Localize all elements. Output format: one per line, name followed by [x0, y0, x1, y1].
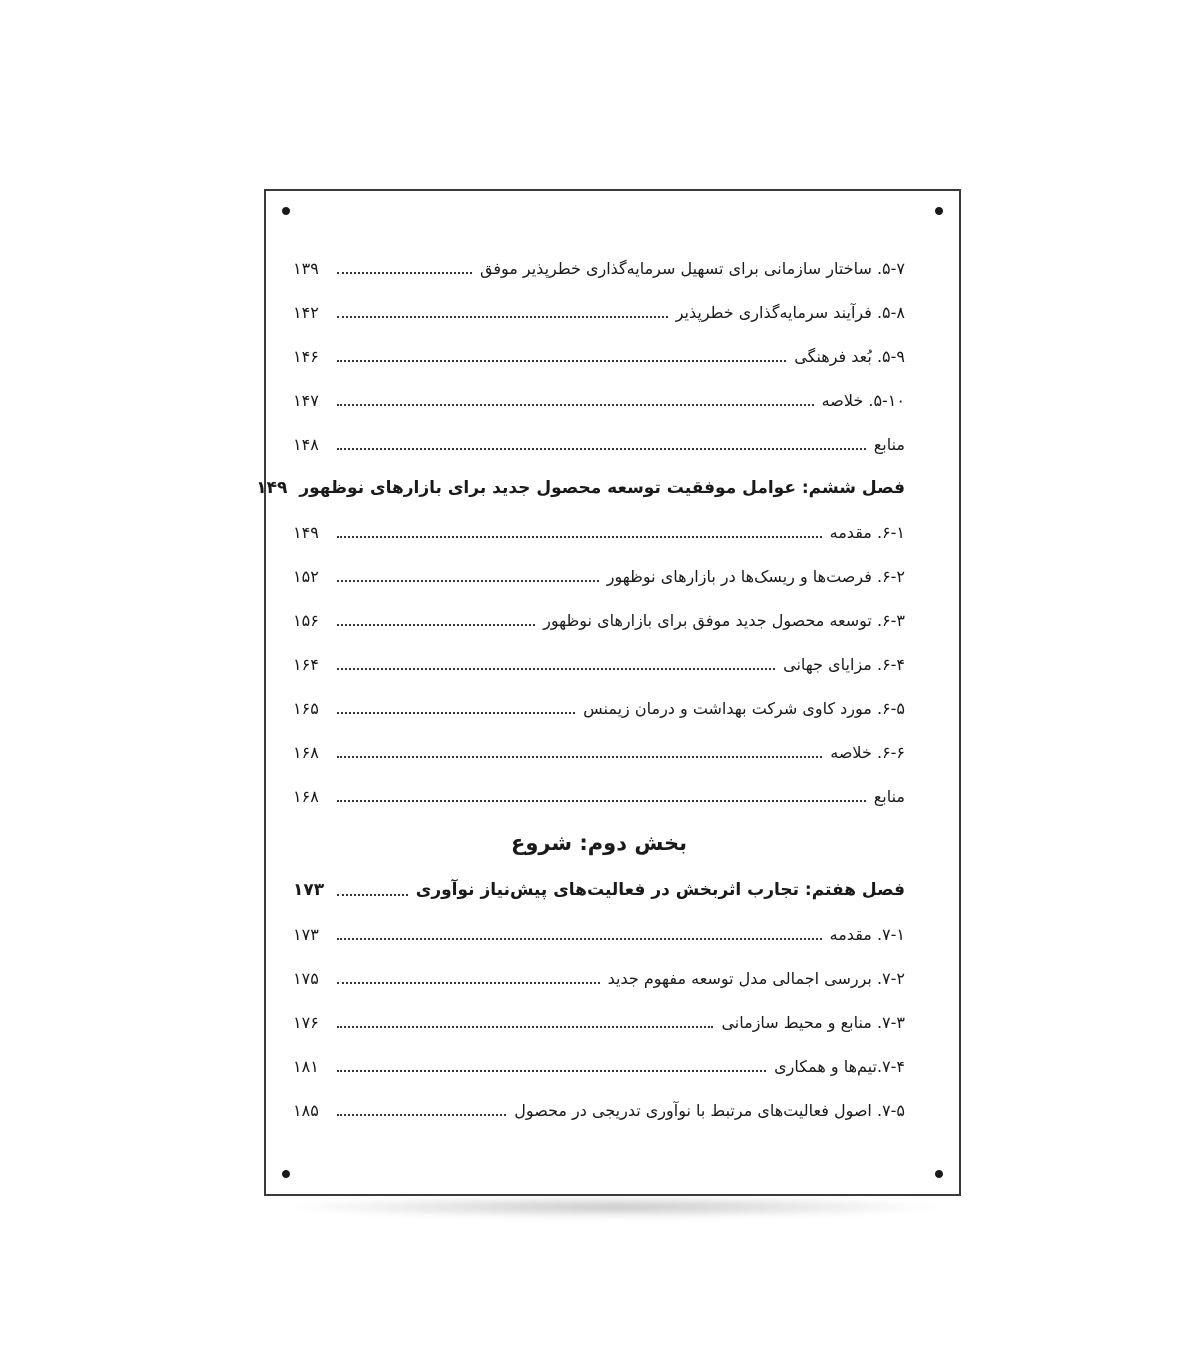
dot-leader — [337, 404, 814, 406]
toc-entry-title: ۵-۷. ساختار سازمانی برای تسهیل سرمایه‌گذاری خطرپذیر موفق — [479, 258, 905, 278]
dot-leader — [337, 982, 600, 984]
toc-entry — [293, 290, 905, 334]
toc-entry — [293, 774, 905, 818]
toc-entry-title: ۶-۳. توسعه محصول جدید موفق برای بازارهای نوظهور — [543, 610, 905, 630]
toc-entry-page: ۱۴۶ — [293, 346, 319, 366]
toc-entry-title: ۶-۴. مزایای جهانی — [783, 654, 905, 674]
toc-entry — [293, 554, 905, 598]
toc-entry — [293, 1000, 905, 1044]
toc-entry — [293, 1044, 905, 1088]
toc-chapter-page: ۱۷۳ — [293, 880, 325, 900]
dot-leader — [337, 272, 472, 274]
dot-leader — [337, 938, 822, 940]
toc-chapter-title: فصل هفتم: تجارب اثربخش در فعالیت‌های پیش‌نیاز نوآوری — [415, 880, 905, 900]
toc-entry — [293, 912, 905, 956]
dot-leader — [337, 1070, 766, 1072]
page-shadow — [290, 1196, 940, 1218]
toc-entry-page: ۱۴۹ — [293, 522, 319, 542]
toc-entry — [293, 956, 905, 1000]
toc-entry-title: منابع — [873, 434, 905, 454]
dot-leader — [337, 316, 668, 318]
dot-leader — [337, 448, 866, 450]
dot-leader — [337, 360, 786, 362]
toc-entry-page: ۱۶۸ — [293, 742, 319, 762]
toc-entry — [293, 378, 905, 422]
toc-entry-title: ۵-۱۰. خلاصه — [821, 390, 905, 410]
toc-entry-title: ۷-۱. مقدمه — [829, 924, 905, 944]
dot-leader — [337, 668, 775, 670]
toc-chapter — [293, 868, 905, 912]
toc-entry-title: ۶-۵. مورد کاوی شرکت بهداشت و درمان زیمنس — [583, 698, 905, 718]
toc-entry-page: ۱۴۸ — [293, 434, 319, 454]
corner-dot — [282, 1170, 290, 1178]
dot-leader — [337, 1114, 506, 1116]
toc-chapter-title: فصل ششم: عوامل موفقیت توسعه محصول جدید برای بازارهای نوظهور — [299, 478, 905, 498]
toc-entry — [293, 510, 905, 554]
dot-leader — [337, 580, 599, 582]
toc-entry — [293, 1088, 905, 1132]
toc-entry-page: ۱۸۱ — [293, 1056, 319, 1076]
corner-dot — [935, 1170, 943, 1178]
toc-chapter-page: ۱۴۹ — [256, 478, 288, 498]
toc-chapter — [256, 466, 905, 510]
toc-entry-page: ۱۴۷ — [293, 390, 319, 410]
toc-entry-page: ۱۷۶ — [293, 1012, 319, 1032]
toc-entry — [293, 730, 905, 774]
toc-entry-page: ۱۵۲ — [293, 566, 319, 586]
toc-entry — [293, 422, 905, 466]
toc-entry-title: منابع — [873, 786, 905, 806]
toc-entry-title: ۶-۱. مقدمه — [829, 522, 905, 542]
toc-entry-title: ۷-۲. بررسی اجمالی مدل توسعه مفهوم جدید — [607, 968, 905, 988]
dot-leader — [337, 536, 822, 538]
dot-leader — [337, 712, 575, 714]
dot-leader — [337, 624, 535, 626]
toc-entry — [293, 642, 905, 686]
toc-entry-page: ۱۶۸ — [293, 786, 319, 806]
toc-entry-page: ۱۵۶ — [293, 610, 319, 630]
toc-entry-title: ۷-۴.تیم‌ها و همکاری — [774, 1056, 905, 1076]
part-heading: بخش دوم: شروع — [510, 831, 688, 855]
dot-leader — [337, 1026, 713, 1028]
dot-leader — [337, 756, 822, 758]
toc-entry — [293, 686, 905, 730]
toc-entry-title: ۶-۲. فرصت‌ها و ریسک‌ها در بازارهای نوظهور — [606, 566, 905, 586]
toc-entry-page: ۱۶۵ — [293, 698, 319, 718]
dot-leader — [337, 800, 866, 802]
toc-entry-page: ۱۴۲ — [293, 302, 319, 322]
table-of-contents — [256, 246, 905, 1132]
toc-entry-page: ۱۳۹ — [293, 258, 319, 278]
toc-entry-title: ۶-۶. خلاصه — [830, 742, 905, 762]
toc-entry-page: ۱۶۴ — [293, 654, 319, 674]
toc-entry-title: ۷-۵. اصول فعالیت‌های مرتبط با نوآوری تدریجی در محصول — [514, 1100, 905, 1120]
toc-entry-page: ۱۷۵ — [293, 968, 319, 988]
toc-entry-page: ۱۸۵ — [293, 1100, 319, 1120]
corner-dot — [282, 207, 290, 215]
toc-entry-title: ۷-۳. منابع و محیط سازمانی — [721, 1012, 905, 1032]
toc-entry-title: ۵-۹. بُعد فرهنگی — [794, 346, 905, 366]
toc-entry — [293, 246, 905, 290]
toc-entry-page: ۱۷۳ — [293, 924, 319, 944]
toc-entry-title: ۵-۸. فرآیند سرمایه‌گذاری خطرپذیر — [675, 302, 905, 322]
dot-leader — [337, 894, 408, 896]
toc-entry — [293, 334, 905, 378]
corner-dot — [935, 207, 943, 215]
toc-entry — [293, 598, 905, 642]
